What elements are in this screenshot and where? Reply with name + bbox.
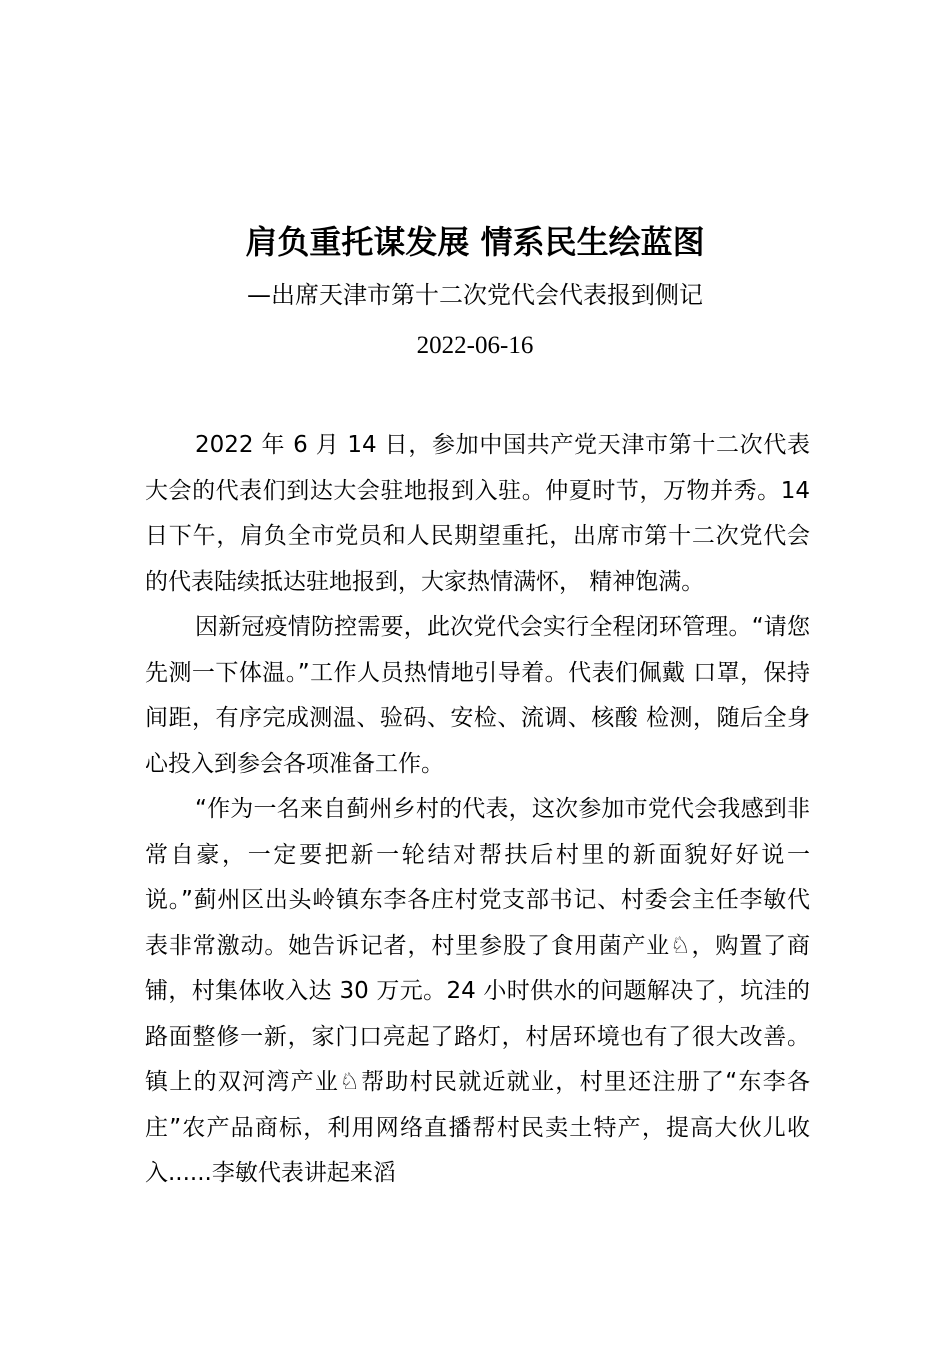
paragraph-2: 因新冠疫情防控需要，此次党代会实行全程闭环管理。“请您先测一下体温。”工作人员热情地引导着。代表们佩戴 口罩，保持间距，有序完成测温、验码、安检、流调、核酸 检测，随后全身心投入到参会各项准备工作。 <box>145 614 810 777</box>
paragraph-3: “作为一名来自蓟州乡村的代表，这次参加市党代会我感到非常自豪，一定要把新一轮结对帮扶后村里的新面貌好好说一说。”蓟州区出头岭镇东李各庄村党支部书记、村委会主任李敏代表非常激动。她告诉记者，村里参股了食用菌产业♘，购置了商铺，村集体收入达 30 万元。24 小时供水的问题解决了，坑洼的路面整修一新，家门口亮起了路灯，村居环境也有了很大改善。镇上的双河湾产业♘帮助村民就近就业，村里还注册了“东李各庄”农产品商标，利用网络直播帮村民卖土特产，提高大伙儿收入......李敏代表讲起来滔 <box>145 796 810 1186</box>
paragraph-1: 2022 年 6 月 14 日，参加中国共产党天津市第十二次代表大会的代表们到达大会驻地报到入驻。仲夏时节，万物并秀。14 日下午，肩负全市党员和人民期望重托，出席市第十二次党代会的代表陆续抵达驻地报到，大家热情满怀， 精神饱满。 <box>145 432 810 595</box>
article-body <box>145 423 810 1197</box>
page-title: 肩负重托谋发展 情系民生绘蓝图 <box>245 223 705 261</box>
publish-date: 2022-06-16 <box>416 332 534 359</box>
page-subtitle: —出席天津市第十二次党代会代表报到侧记 <box>247 281 703 309</box>
